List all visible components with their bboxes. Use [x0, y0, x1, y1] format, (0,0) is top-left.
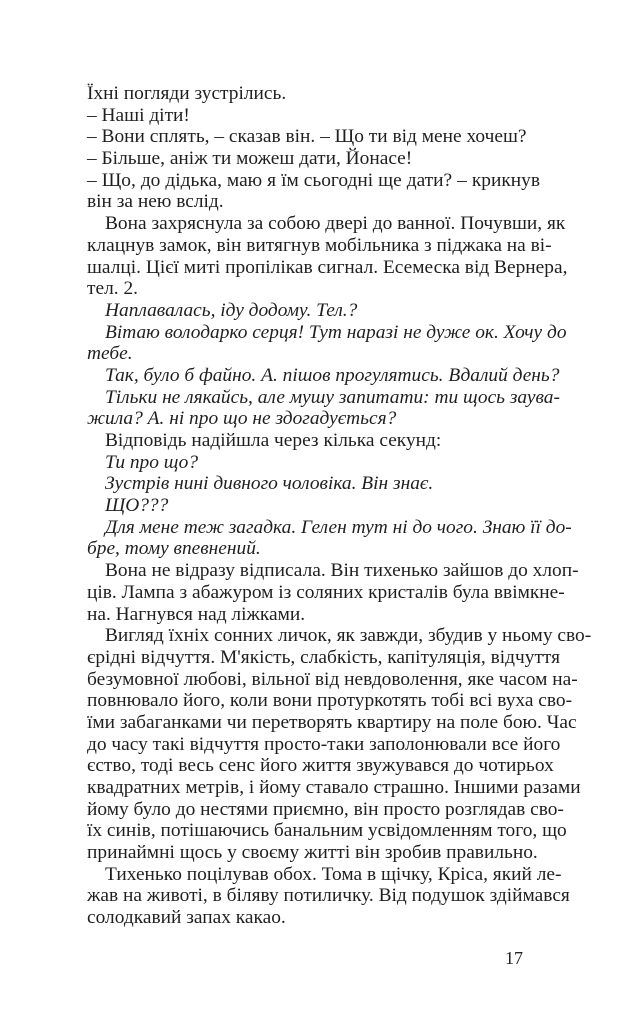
text-line: Вигляд їхніх сонних личок, як завжди, збудив у ньому сво- — [105, 625, 592, 647]
text-line: їх синів, потішаючись банальним усвідомленням того, що — [87, 820, 567, 842]
text-line: жила? А. ні про що не здогадується? — [87, 408, 397, 430]
text-line: Зустрів нині дивного чоловіка. Він знає. — [105, 473, 434, 495]
text-line: Вона не відразу відписала. Він тихенько зайшов до хлоп- — [105, 560, 579, 582]
text-line: Відповідь надійшла через кілька секунд: — [105, 430, 442, 451]
text-line: квадратних метрів, і йому ставало страшно. Іншими разами — [87, 777, 581, 798]
text-line: тебе. — [87, 343, 133, 365]
text-line: Тільки не лякайсь, але мушу запитати: ти щось заува- — [105, 386, 560, 408]
text-line: безумовної любові, вільної від невдоволення, яке часом на- — [87, 668, 578, 690]
text-line: бре, тому впевнений. — [87, 538, 261, 560]
text-line: – Вони сплять, – сказав він. – Що ти від мене хочеш? — [87, 126, 527, 148]
text-line: Так, було б файно. А. пішов прогулятись. Вдалий день? — [105, 364, 560, 386]
text-line: йому було до нестями приємно, він просто розглядав сво- — [87, 798, 564, 820]
page-number: 17 — [505, 948, 523, 968]
text-line: – Що, до дідька, маю я їм сьогодні ще дати? – крикнув — [87, 169, 540, 191]
text-line: на. Нагнувся над ліжками. — [87, 603, 306, 625]
text-line: до часу такі відчуття просто-таки заполонювали все його — [87, 733, 561, 755]
text-line: Наплавалась, іду додому. Тел.? — [105, 299, 358, 321]
text-line: ЩО??? — [105, 495, 169, 517]
text-line: жав на животі, в біляву потиличку. Від подушок здіймався — [87, 885, 570, 907]
text-line: солодкавий запах какао. — [87, 907, 286, 929]
text-line: принаймні щось у своєму житті він зробив правильно. — [87, 842, 538, 864]
text-line: Їхні погляди зустрілись. — [87, 83, 287, 104]
text-line: клацнув замок, він витягнув мобільника з піджака на ві- — [87, 234, 552, 256]
text-line: Ти про що? — [105, 451, 199, 473]
text-line: Вона захряснула за собою двері до ванної. Почувши, як — [105, 213, 566, 235]
text-line: він за нею вслід. — [87, 191, 224, 213]
text-line: ців. Лампа з абажуром із соляних кристалів була ввімкне- — [87, 581, 565, 603]
text-line: їми забаганками чи перетворять квартиру на поле бою. Час — [87, 711, 577, 733]
text-line: єрідні відчуття. М'якість, слабкість, капітуляція, відчуття — [87, 646, 561, 668]
text-line: повнювало його, коли вони протуркотять тобі всі вуха сво- — [87, 690, 573, 712]
text-line: шалці. Цієї миті пропілікав сигнал. Есемеска від Вернера, — [87, 256, 568, 278]
text-line: Тихенько поцілував обох. Тома в щічку, Кріса, який ле- — [105, 863, 562, 885]
text-line: тел. 2. — [87, 278, 138, 300]
text-line: Для мене теж загадка. Гелен тут ні до чого. Знаю її до- — [105, 516, 572, 538]
text-line: Вітаю володарко серця! Тут наразі не дуже ок. Хочу до — [105, 321, 567, 343]
book-page-text — [87, 83, 592, 929]
text-line: – Наші діти! — [87, 104, 190, 126]
text-line: єство, тоді весь сенс його життя звужувався до чотирьох — [87, 755, 554, 777]
text-line: – Більше, аніж ти можеш дати, Йонасе! — [87, 148, 413, 170]
